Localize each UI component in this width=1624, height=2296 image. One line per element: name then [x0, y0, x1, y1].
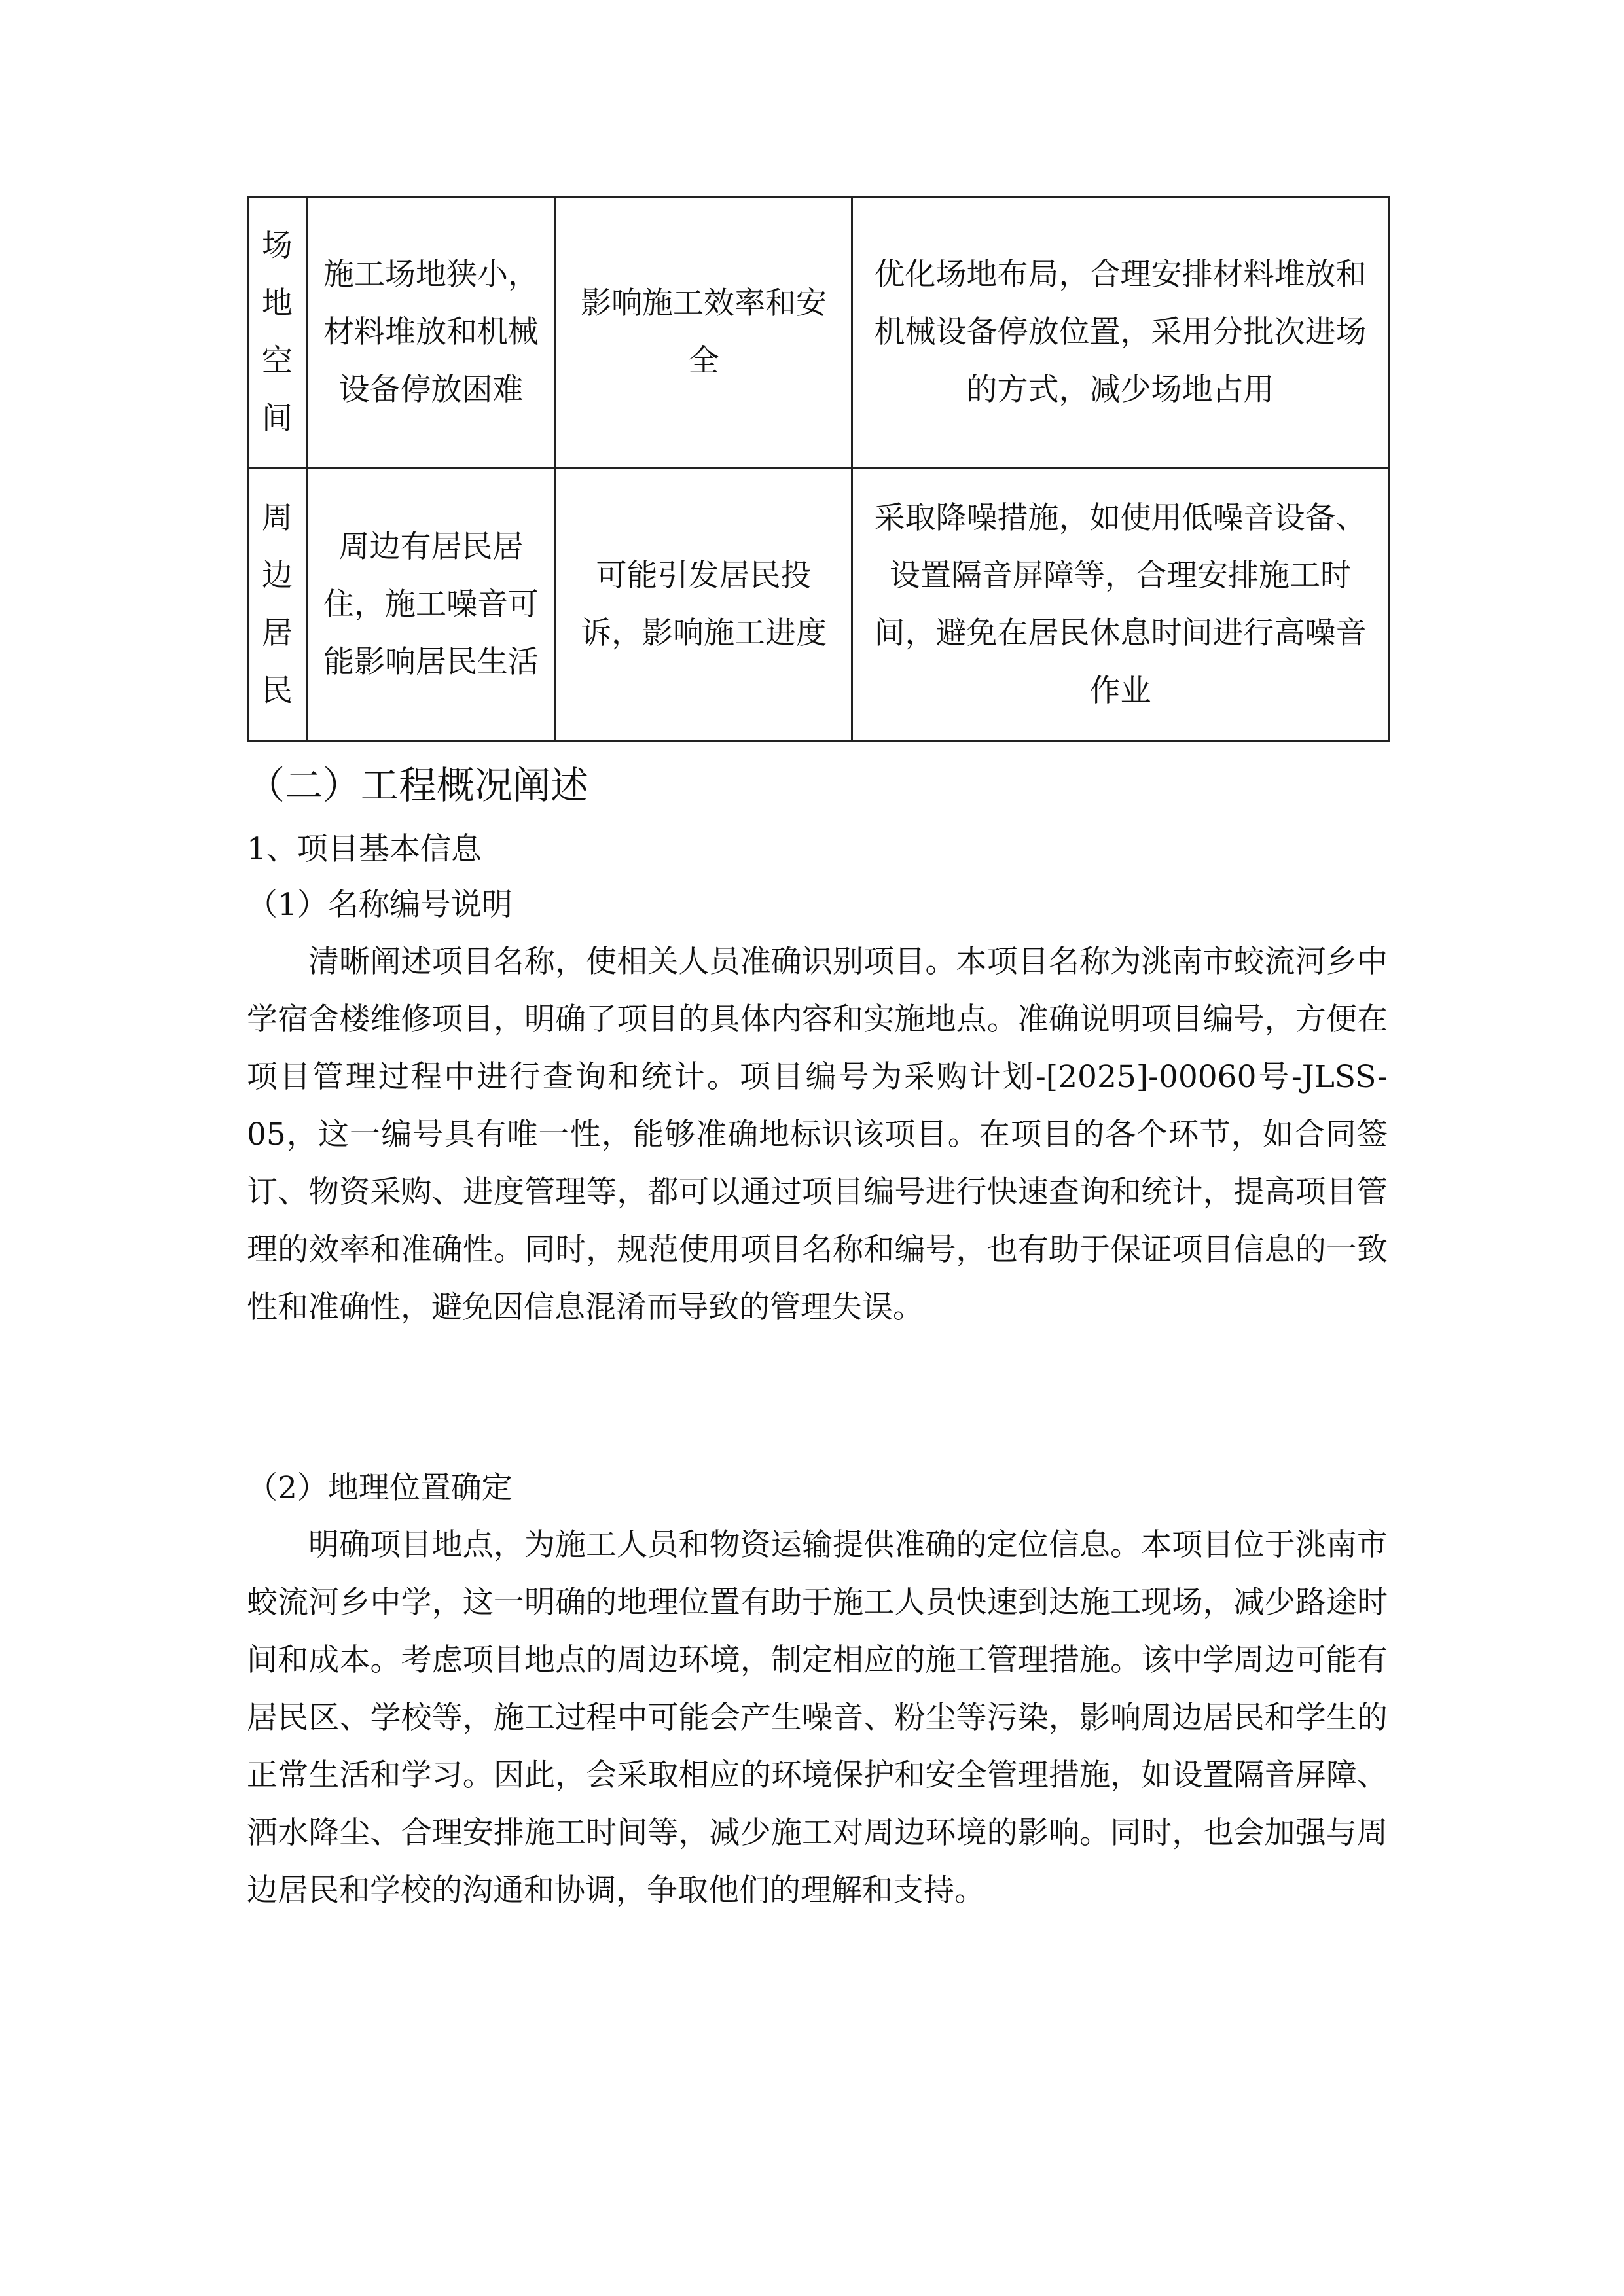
table-row — [248, 198, 1389, 468]
section-heading: （二）工程概况阐述 — [247, 763, 589, 808]
risk-impact-cell: 可能引发居民投诉，影响施工进度 — [556, 468, 852, 742]
risk-table — [247, 196, 1390, 742]
risk-category-cell: 周边居民 — [248, 468, 307, 742]
paragraph-name-code: 清晰阐述项目名称，使相关人员准确识别项目。本项目名称为洮南市蛟流河乡中学宿舍楼维修项目，明确了项目的具体内容和实施地点。准确说明项目编号，方便在项目管理过程中进行查询和统计。项目编号为采购计划-[2025]-00060号-JLSS-05，这一编号具有唯一性，能够准确地标识该项目。在项目的各个环节，如合同签订、物资采购、进度管理等，都可以通过项目编号进行快速查询和统计，提高项目管理的效率和准确性。同时，规范使用项目名称和编号，也有助于保证项目信息的一致性和准确性，避免因信息混淆而导致的管理失误。 — [247, 944, 1388, 1325]
risk-measures-cell: 采取降噪措施，如使用低噪音设备、设置隔音屏障等，合理安排施工时间，避免在居民休息时间进行高噪音作业 — [852, 468, 1389, 742]
subsection-heading: 1、项目基本信息 — [247, 831, 482, 867]
item-title-location: （2）地理位置确定 — [247, 1470, 513, 1506]
risk-category-cell: 场地空间 — [248, 198, 307, 468]
risk-description-cell: 周边有居民居住，施工噪音可能影响居民生活 — [307, 468, 556, 742]
risk-measures-cell: 优化场地布局，合理安排材料堆放和机械设备停放位置，采用分批次进场的方式，减少场地占用 — [852, 198, 1389, 468]
paragraph-location: 明确项目地点，为施工人员和物资运输提供准确的定位信息。本项目位于洮南市蛟流河乡中学，这一明确的地理位置有助于施工人员快速到达施工现场，减少路途时间和成本。考虑项目地点的周边环境，制定相应的施工管理措施。该中学周边可能有居民区、学校等，施工过程中可能会产生噪音、粉尘等污染，影响周边居民和学生的正常生活和学习。因此，会采取相应的环境保护和安全管理措施，如设置隔音屏障、洒水降尘、合理安排施工时间等，减少施工对周边环境的影响。同时，也会加强与周边居民和学校的沟通和协调，争取他们的理解和支持。 — [247, 1527, 1388, 1909]
risk-impact-cell: 影响施工效率和安全 — [556, 198, 852, 468]
item-title-name-code: （1）名称编号说明 — [247, 887, 513, 923]
table-row — [248, 468, 1389, 742]
risk-description-cell: 施工场地狭小，材料堆放和机械设备停放困难 — [307, 198, 556, 468]
